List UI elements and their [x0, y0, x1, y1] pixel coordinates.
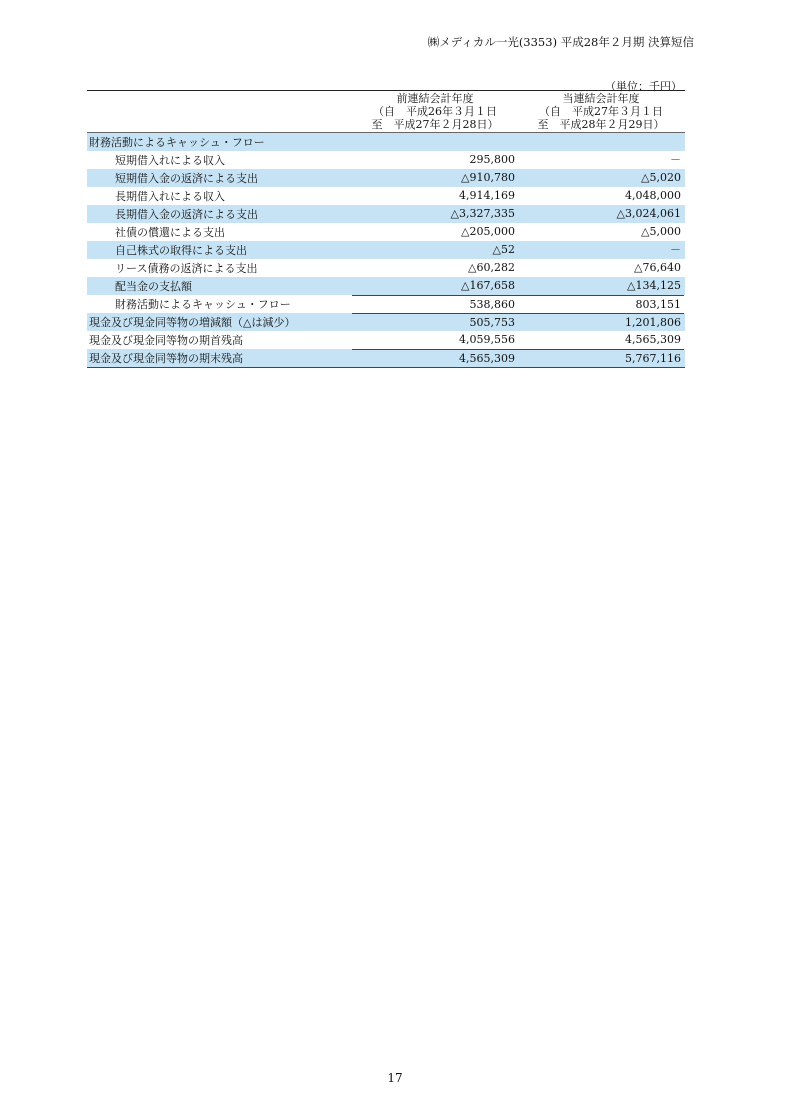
- prev-year-value: 295,800: [469, 153, 515, 166]
- prev-year-value: 505,753: [352, 313, 518, 331]
- table-row: [87, 205, 685, 223]
- current-year-value: 5,767,116: [518, 349, 684, 367]
- row-label: 長期借入れによる収入: [115, 190, 225, 203]
- prev-year-value: △910,780: [461, 171, 515, 184]
- table-row: [87, 133, 685, 151]
- current-year-value: 1,201,806: [518, 313, 684, 331]
- current-year-value: △5,000: [641, 225, 681, 238]
- prev-year-value: 4,059,556: [459, 333, 515, 346]
- row-label: 社債の償還による支出: [115, 226, 225, 239]
- current-year-value: [518, 133, 684, 151]
- table-row: [87, 187, 685, 205]
- row-label: 現金及び現金同等物の期末残高: [89, 352, 243, 365]
- prev-year-value: 4,914,169: [459, 189, 515, 202]
- current-year-value: △76,640: [634, 261, 681, 274]
- table-row: [87, 349, 685, 368]
- table-row: [87, 277, 685, 295]
- prev-year-value: △60,282: [468, 261, 515, 274]
- table-row: [87, 151, 685, 169]
- current-year-value: 803,151: [518, 295, 684, 313]
- current-year-value: －: [670, 153, 681, 166]
- column-header-current-year: [518, 91, 684, 132]
- current-year-value: △3,024,061: [616, 207, 681, 220]
- table-row: [87, 313, 685, 331]
- row-label: 短期借入金の返済による支出: [115, 172, 258, 185]
- current-year-value: △134,125: [627, 279, 681, 292]
- column-headers: [87, 91, 685, 132]
- column-header-line: 至 平成28年２月29日）: [537, 118, 665, 131]
- unit-label: （単位：千円）: [605, 80, 682, 93]
- prev-year-value: △167,658: [461, 279, 515, 292]
- row-label: 配当金の支払額: [115, 280, 192, 293]
- row-label: 自己株式の取得による支出: [115, 244, 247, 257]
- current-year-value: 4,565,309: [625, 333, 681, 346]
- table-row: [87, 169, 685, 187]
- row-label: 財務活動によるキャッシュ・フロー: [115, 298, 291, 311]
- table-body: [87, 132, 685, 368]
- column-header-line: 前連結会計年度: [396, 92, 474, 105]
- page-number: 17: [387, 1071, 403, 1085]
- cash-flow-table: [87, 90, 685, 368]
- row-label: 短期借入れによる収入: [115, 154, 225, 167]
- label-column-header: [87, 91, 352, 132]
- row-label: リース債務の返済による支出: [115, 262, 258, 275]
- row-label: 長期借入金の返済による支出: [115, 208, 258, 221]
- table-row: [87, 223, 685, 241]
- document-header: ㈱メディカル一光(3353) 平成28年２月期 決算短信: [427, 35, 694, 49]
- prev-year-value: △3,327,335: [450, 207, 515, 220]
- column-header-line: 至 平成27年２月28日）: [371, 118, 499, 131]
- row-label: 現金及び現金同等物の増減額（△は減少）: [89, 316, 296, 329]
- prev-year-value: [352, 133, 518, 151]
- current-year-value: －: [670, 243, 681, 256]
- current-year-value: 4,048,000: [625, 189, 681, 202]
- column-header-line: （自 平成27年３月１日: [539, 105, 663, 118]
- prev-year-value: 538,860: [352, 295, 518, 313]
- row-label: 現金及び現金同等物の期首残高: [89, 334, 243, 347]
- prev-year-value: △52: [492, 243, 515, 256]
- table-row: [87, 259, 685, 277]
- table-row: [87, 241, 685, 259]
- current-year-value: △5,020: [641, 171, 681, 184]
- row-label: 財務活動によるキャッシュ・フロー: [89, 136, 265, 149]
- table-row: [87, 295, 685, 313]
- column-header-line: 当連結会計年度: [562, 92, 640, 105]
- prev-year-value: △205,000: [461, 225, 515, 238]
- table-row: [87, 331, 685, 349]
- column-header-line: （自 平成26年３月１日: [373, 105, 497, 118]
- column-header-prev-year: [352, 91, 518, 132]
- prev-year-value: 4,565,309: [352, 349, 518, 367]
